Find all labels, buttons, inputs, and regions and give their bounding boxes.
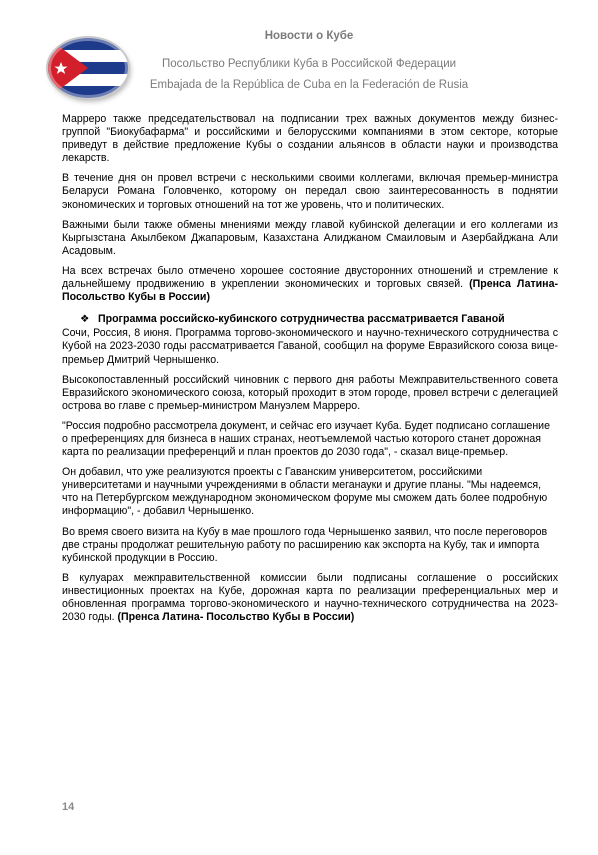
paragraph: Сочи, Россия, 8 июня. Программа торгово-экономического и научно-технического сотрудничества с Кубой на 2023-2030 годы рассматривается Гаваной, сообщил на форуме Евразийского союза вице-премьер Дмитрий Чернышенко. xyxy=(62,327,558,366)
page-content xyxy=(62,113,558,631)
paragraph: Высокопоставленный российский чиновник с первого дня работы Межправительственного совета Евразийского экономического союза, который проходит в этом городе, провел встречи с делегацией острова во главе с премьер-министром Мануэлем Марреро. xyxy=(62,373,558,412)
paragraph: Важными были также обмены мнениями между главой кубинской делегации и его коллегами из Кыргызстана Акылбеком Джапаровым, Казахстана Алиджаном Смаиловым и Азербайджана Али Асадовым. xyxy=(62,218,558,257)
paragraph-text: В кулуарах межправительственной комиссии были подписаны соглашение о российских инвестиционных проектах на Кубе, дорожная карта по реализации преференциальных мер и обновленная программа торгово-экономического и научно-технического сотрудничества на 2023-2030 годы. xyxy=(62,571,558,624)
source-credit: (Пренса Латина- Посольство Кубы в России) xyxy=(62,278,558,304)
paragraph: Во время своего визита на Кубу в мае прошлого года Чернышенко заявил, что после переговоров две страны продолжат решительную работу по расширению как экспорта на Кубу, так и импорта кубинской продукции в Россию. xyxy=(62,525,548,564)
paragraph: Он добавил, что уже реализуются проекты с Гаванским университетом, российскими университетами и научными учреждениями в области меганауки и другие планы. "Мы надеемся, что на Петербургском международном экономическом форуме мы сможем дать более подробную информацию", - добавил Чернышенко. xyxy=(62,466,548,518)
header-embassy-es: Embajada de la República de Cuba en la Federación de Rusia xyxy=(149,79,469,91)
paragraph: "Россия подробно рассмотрела документ, и сейчас его изучает Куба. Будет подписано соглашение о преференциях для бизнеса в наших странах, неотъемлемой частью которого станет дорожная карта по реализации преференций и план проектов до 2030 года", - сказал вице-премьер. xyxy=(62,419,550,459)
paragraph xyxy=(62,572,558,624)
paragraph: Марреро также председательствовал на подписании трех важных документов между бизнес-группой "Биокубафарма" и российскими и белорусскими компаниями в этом секторе, которые приведут в действие предложение Кубы о создании альянсов в области науки и производства лекарств. xyxy=(62,113,558,165)
paragraph: В течение дня он провел встречи с несколькими своими коллегами, включая премьер-министра Беларуси Романа Головченко, которому он передал свою заинтересованность в поднятии экономических и торговых отношений на тот же уровень, что и политических. xyxy=(62,172,558,211)
source-credit: (Пренса Латина- Посольство Кубы в России) xyxy=(117,611,355,624)
paragraph-text: На всех встречах было отмечено хорошее состояние двусторонних отношений и стремление к дальнейшему продвижению в укреплении экономических и торговых связей. xyxy=(62,264,558,291)
article-heading-text: Программа российско-кубинского сотрудничества рассматривается Гаваной xyxy=(98,313,505,326)
page-header xyxy=(0,0,598,110)
page-number: 14 xyxy=(62,801,75,813)
header-title: Новости о Кубе xyxy=(264,30,354,42)
diamond-bullet-icon: ❖ xyxy=(80,313,90,326)
header-embassy-ru: Посольство Республики Куба в Российской Федерации xyxy=(161,58,457,70)
paragraph xyxy=(62,265,558,304)
article-heading xyxy=(62,313,558,326)
